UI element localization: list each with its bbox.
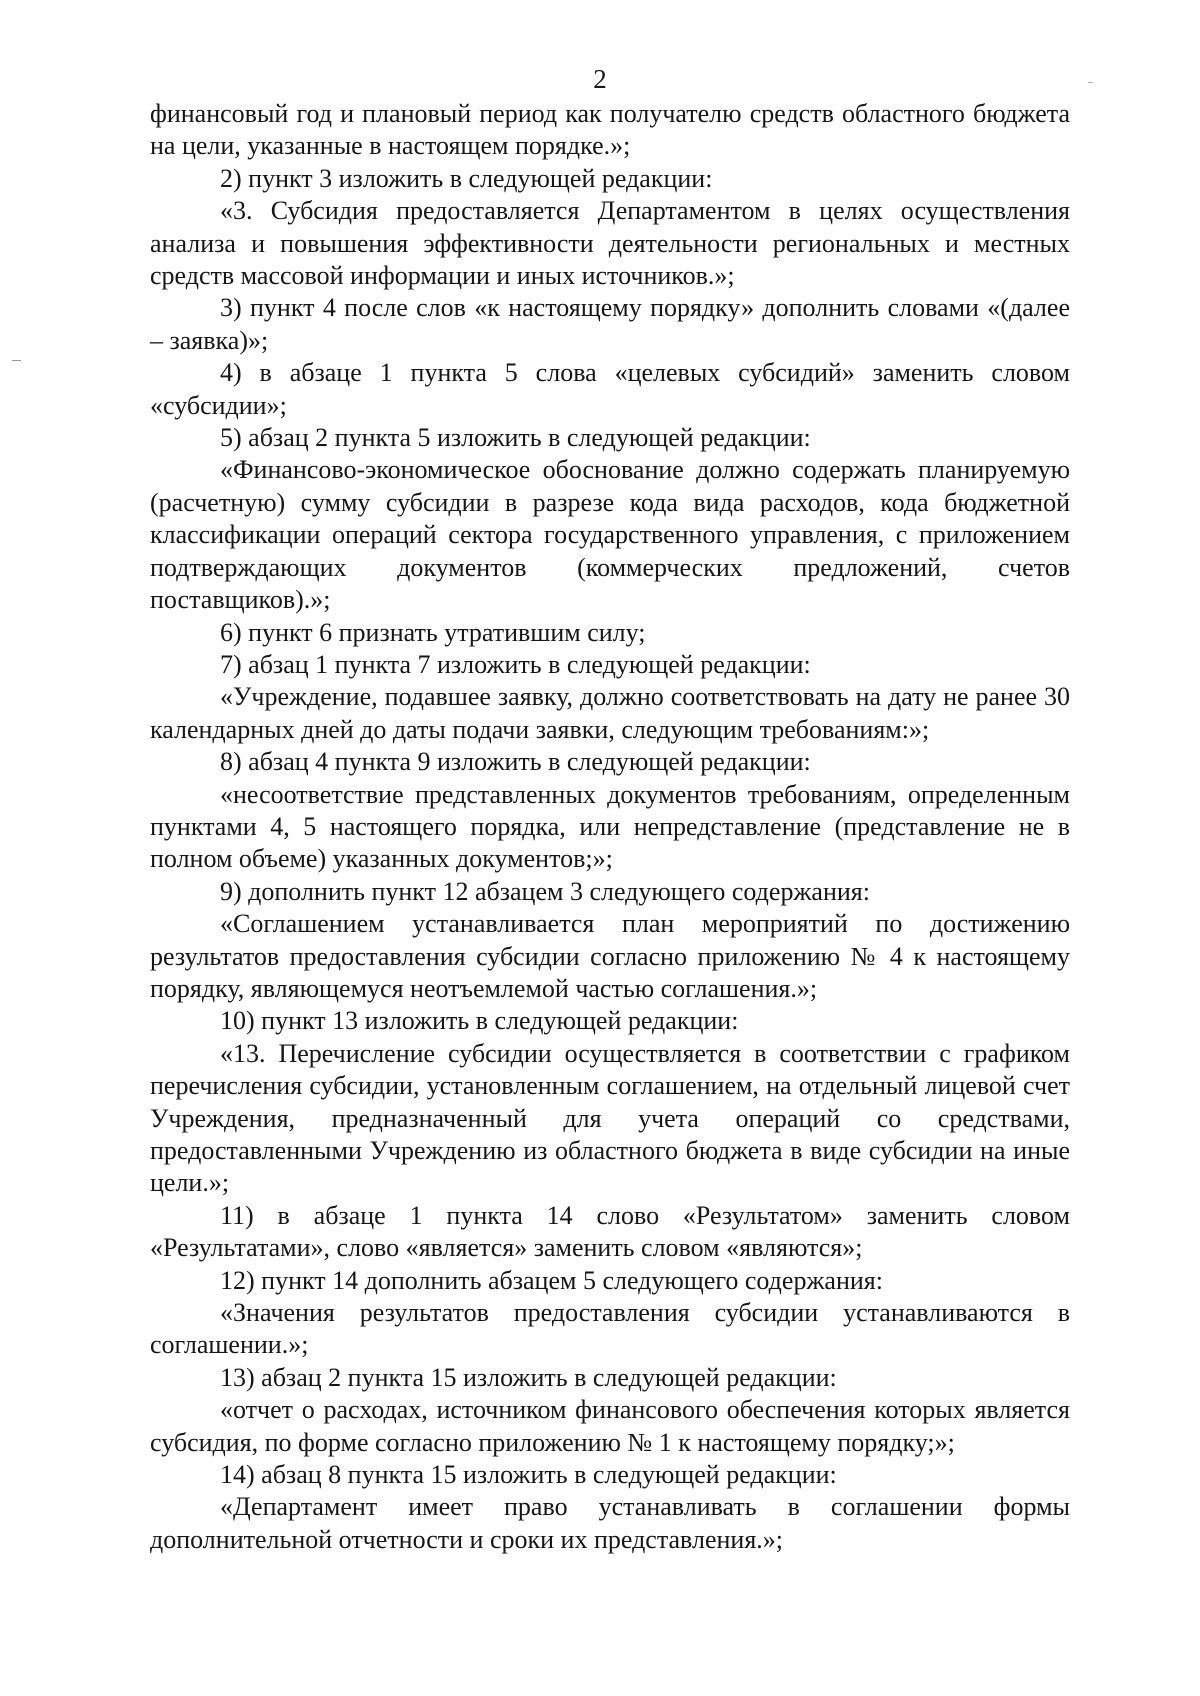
scan-artifact bbox=[12, 360, 21, 361]
paragraph: 3) пункт 4 после слов «к настоящему порядку» дополнить словами «(далее – заявка)»; bbox=[150, 293, 1070, 355]
page-number: 2 bbox=[593, 64, 607, 94]
paragraph: 6) пункт 6 признать утратившим силу; bbox=[220, 617, 646, 647]
paragraph: 7) абзац 1 пункта 7 изложить в следующей редакции: bbox=[220, 649, 811, 679]
paragraph: «3. Субсидия предоставляется Департаментом в целях осуществления анализа и повышения эффективности деятельности региональных и местных средств массовой информации и иных источников.»; bbox=[150, 196, 1070, 291]
document-body bbox=[150, 98, 1070, 1556]
paragraph: финансовый год и плановый период как получателю средств областного бюджета на цели, указанные в настоящем порядке.»; bbox=[150, 99, 1070, 161]
paragraph: «отчет о расходах, источником финансового обеспечения которых является субсидия, по форме согласно приложению № 1 к настоящему порядку;»; bbox=[150, 1395, 1070, 1457]
paragraph: 14) абзац 8 пункта 15 изложить в следующей редакции: bbox=[220, 1460, 837, 1490]
paragraph: 9) дополнить пункт 12 абзацем 3 следующего содержания: bbox=[220, 876, 870, 906]
paragraph: «Значения результатов предоставления субсидии устанавливаются в соглашении.»; bbox=[150, 1298, 1070, 1360]
paragraph: 10) пункт 13 изложить в следующей редакции: bbox=[220, 1006, 739, 1036]
paragraph: 11) в абзаце 1 пункта 14 слово «Результатом» заменить словом «Результатами», слово «является» заменить словом «являются»; bbox=[150, 1200, 1070, 1263]
paragraph: «Финансово-экономическое обоснование должно содержать планируемую (расчетную) сумму субсидии в разрезе кода вида расходов, кода бюджетной классификации операций сектора государственного управления, с приложением подтверждающих документов (коммерческих предложений, счетов поставщиков).»; bbox=[150, 455, 1070, 615]
paragraph: «Учреждение, подавшее заявку, должно соответствовать на дату не ранее 30 календарных дней до даты подачи заявки, следующим требованиям:»; bbox=[150, 682, 1070, 744]
paragraph: «Департамент имеет право устанавливать в соглашении формы дополнительной отчетности и сроки их представления.»; bbox=[150, 1492, 1070, 1554]
paragraph: 5) абзац 2 пункта 5 изложить в следующей редакции: bbox=[220, 423, 811, 453]
paragraph: 12) пункт 14 дополнить абзацем 5 следующего содержания: bbox=[220, 1265, 883, 1295]
paragraph: 13) абзац 2 пункта 15 изложить в следующей редакции: bbox=[220, 1362, 837, 1392]
paragraph: 2) пункт 3 изложить в следующей редакции: bbox=[220, 163, 713, 193]
paragraph: 4) в абзаце 1 пункта 5 слова «целевых субсидий» заменить словом «субсидии»; bbox=[150, 358, 1070, 420]
paragraph: 8) абзац 4 пункта 9 изложить в следующей редакции: bbox=[220, 747, 811, 777]
paragraph: «13. Перечисление субсидии осуществляется в соответствии с графиком перечисления субсидии, установленным соглашением, на отдельный лицевой счет Учреждения, предназначенный для учета операций со средствами, предоставленными Учреждению из областного бюджета в виде субсидии на иные цели.»; bbox=[150, 1038, 1070, 1198]
paragraph: «Соглашением устанавливается план мероприятий по достижению результатов предоставления субсидии согласно приложению № 4 к настоящему порядку, являющемуся неотъемлемой частью соглашения.»; bbox=[150, 909, 1070, 1003]
paragraph: «несоответствие представленных документов требованиям, определенным пунктами 4, 5 настоящего порядка, или непредставление (представление не в полном объеме) указанных документов;»; bbox=[150, 779, 1070, 874]
